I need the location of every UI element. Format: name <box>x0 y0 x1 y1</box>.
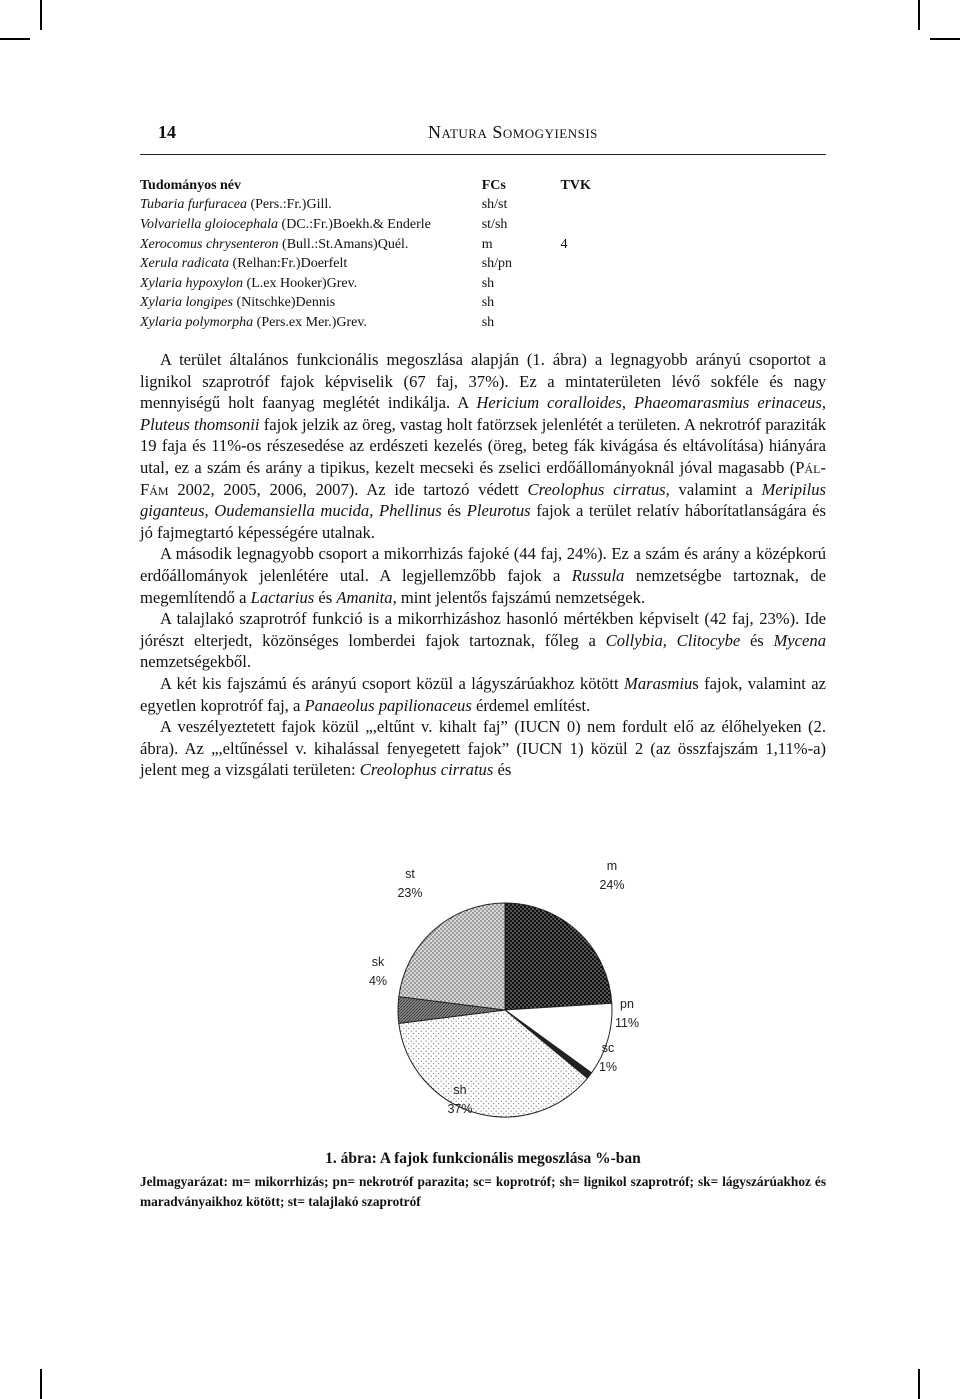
species-author: (Pers.ex Mer.)Grev. <box>256 314 367 330</box>
text-run: s fajok, valamint az egyetlen koprotróf faj, a <box>140 673 826 715</box>
column-header-fcs: FCs <box>481 177 506 193</box>
species-cell <box>140 196 482 216</box>
pie-slice-st <box>399 903 505 1010</box>
figure-legend: Jelmagyarázat: m= mikorrhizás; pn= nekrotróf parazita; sc= koprotróf; sh= lignikol szaprotróf; sk= lágyszárúakhoz és maradványaikhoz kötött; st= talajlakó szaprotróf <box>140 1174 826 1209</box>
tvk-cell <box>553 294 610 314</box>
fcs-cell: sh <box>481 295 495 311</box>
tvk-cell <box>553 215 610 235</box>
crop-mark <box>918 1369 920 1399</box>
paragraph <box>140 673 826 716</box>
slice-percent-label: 1% <box>598 1060 618 1074</box>
species-table-body <box>140 196 610 333</box>
text-run: fajok jelzik az öreg, vastag holt fatörzsek jelenlétét a területen. A nekrotróf paraziták 19 faja és 11%-os részesedése az erdészeti kezelés (öreg, beteg fák kivágása és eltávolítása) hiányára utal, ez a szám és arány a tipikus, kezelt mecseki és zselici erdőállományoknál jóval magasabb ( <box>140 414 826 477</box>
crop-mark <box>918 0 920 30</box>
text-run: A talajlakó szaprotróf funkció is a mikorrhizáshoz hasonló mértékben képviselt (42 faj, 23%). Ide jórészt elterjedt, közönséges lomberdei fajok tartoznak, főleg a <box>140 609 826 650</box>
running-header <box>140 120 826 155</box>
species-author: (L.ex Hooker)Grev. <box>246 275 358 291</box>
text-run: nemzetségekből. <box>140 652 252 672</box>
species-author: (Relhan:Fr.)Doerfelt <box>232 256 348 272</box>
table-header-row <box>140 176 610 196</box>
text-run: , mint jelentős fajszámú nemzetségek. <box>392 587 646 607</box>
species-binomial: Xylaria polymorpha <box>140 314 254 330</box>
text-run: A második legnagyobb csoport a mikorrhizás fajoké (44 faj, 24%). Ez a szám és arány a középkorú erdőállományok jelenlétére utal. A legjellemzőbb fajok a <box>140 544 826 585</box>
paragraph <box>140 608 826 673</box>
column-header-tvk: TVK <box>560 177 591 193</box>
text-run: és <box>493 760 512 780</box>
slice-category-label: st <box>405 867 415 881</box>
species-binomial: Tubaria furfuracea <box>140 197 247 213</box>
page-number: 14 <box>158 122 176 142</box>
text-run: 2002, 2005, 2006, 2007). Az ide tartozó védett <box>168 479 528 499</box>
species-binomial: Xerula radicata <box>140 256 230 272</box>
species-name: Creolophus cirratus <box>359 760 494 780</box>
genus-names: Collybia, Clitocybe <box>605 630 741 650</box>
slice-category-label: pn <box>620 997 634 1011</box>
citation-author: Pál-Fám <box>140 457 826 499</box>
table-row <box>140 215 610 235</box>
species-cell <box>140 215 482 235</box>
crop-mark <box>930 38 960 40</box>
text-run: fajok a terület relatív háborítatlanságára és jó fajmegtartó képességére utalnak. <box>140 501 826 542</box>
text-run: A két kis fajszámú és arányú csoport közül a lágyszárúakhoz kötött <box>160 673 625 693</box>
pie-slices <box>398 903 612 1117</box>
text-run: érdemel említést. <box>471 695 591 715</box>
fcs-cell: sh/pn <box>481 256 513 272</box>
table-row <box>140 235 610 255</box>
crop-mark <box>0 38 30 40</box>
paragraph <box>140 349 826 543</box>
slice-percent-label: 23% <box>397 886 423 900</box>
tvk-cell: 4 <box>560 236 568 252</box>
column-header-name: Tudományos név <box>140 177 242 193</box>
fcs-cell: sh <box>481 275 495 291</box>
tvk-cell <box>553 196 610 216</box>
species-cell <box>140 235 482 255</box>
slice-category-label: sc <box>601 1041 615 1055</box>
text-run: és <box>740 630 774 650</box>
genus-name: Amanita <box>336 587 393 607</box>
slice-percent-label: 24% <box>599 878 625 892</box>
slice-percent-label: 4% <box>368 974 388 988</box>
species-binomial: Xylaria longipes <box>140 295 233 311</box>
species-author: (Pers.:Fr.)Gill. <box>250 197 332 213</box>
slice-percent-label: 11% <box>614 1016 640 1030</box>
genus-name: Mycena <box>773 630 826 650</box>
paragraph <box>140 716 826 781</box>
table-row <box>140 274 610 294</box>
tvk-cell <box>553 274 610 294</box>
fcs-cell: m <box>481 236 493 252</box>
species-binomial: Xerocomus chrysenteron <box>140 236 279 252</box>
fcs-cell: st/sh <box>481 216 508 232</box>
slice-category-label: m <box>606 859 618 873</box>
table-row <box>140 294 610 314</box>
tvk-cell <box>553 313 610 333</box>
fcs-cell: sh/st <box>481 197 508 213</box>
fcs-cell: sh <box>481 314 495 330</box>
crop-mark <box>40 0 42 30</box>
text-run: és <box>314 587 337 607</box>
figure-caption: 1. ábra: A fajok funkcionális megoszlása %-ban <box>325 1150 641 1167</box>
species-cell <box>140 294 482 314</box>
slice-category-label: sk <box>371 955 385 969</box>
text-run: A veszélyeztetett fajok közül „,eltűnt v. kihalt faj” (IUCN 0) nem fordult elő az élőhelyeken (2. ábra). Az „,eltűnéssel v. kihalással fenyegetett fajok” (IUCN 1) közül 2 (az összfajszám 1,11%-a) jelent meg a vizsgálati területen: <box>140 717 826 780</box>
text-run: nemzetségbe tartoznak, de megemlítendő a <box>140 565 826 607</box>
table-row <box>140 196 610 216</box>
slice-category-label: sh <box>453 1083 467 1097</box>
pie-slice-m <box>505 903 612 1010</box>
species-cell <box>140 274 482 294</box>
genus-name: Russula <box>571 565 625 585</box>
species-cell <box>140 254 482 274</box>
species-binomial: Volvariella gloiocephala <box>140 216 279 232</box>
table-row <box>140 313 610 333</box>
paragraph <box>140 543 826 608</box>
genus-name: Lactarius <box>250 587 315 607</box>
species-author: (Bull.:St.Amans)Quél. <box>282 236 409 252</box>
species-author: (DC.:Fr.)Boekh.& Enderle <box>281 216 431 232</box>
species-names: Hericium coralloides, Phaeomarasmius erinaceus, Pluteus thomsonii <box>140 393 826 434</box>
genus-name: Marasmiu <box>624 673 693 693</box>
species-cell <box>140 313 482 333</box>
table-row <box>140 254 610 274</box>
species-binomial: Xylaria hypoxylon <box>140 275 244 291</box>
journal-title: Natura Somogyiensis <box>428 122 598 142</box>
species-name: Creolophus cirratus, <box>527 479 670 499</box>
text-run: A terület általános funkcionális megoszlása alapján (1. ábra) a legnagyobb arányú csoportot a lignikol szaprotróf fajok képviselik (67 faj, 37%). Ez a mintaterületen lévő sokféle és nagy mennyiségű holt faanyag meglétét indikálja. A <box>140 350 826 413</box>
body-text <box>140 349 826 781</box>
species-names: Meripilus giganteus, Oudemansiella mucida, Phellinus <box>140 479 826 521</box>
text-run: és <box>441 501 467 521</box>
genus-name: Pleurotus <box>466 501 531 521</box>
slice-percent-label: 37% <box>447 1102 473 1116</box>
species-table <box>140 176 610 333</box>
crop-mark <box>40 1369 42 1399</box>
tvk-cell <box>553 254 610 274</box>
text-run: valamint a <box>669 479 762 499</box>
species-name: Panaeolus papilionaceus <box>304 695 472 715</box>
species-author: (Nitschke)Dennis <box>236 295 336 311</box>
pie-chart <box>340 840 660 1130</box>
